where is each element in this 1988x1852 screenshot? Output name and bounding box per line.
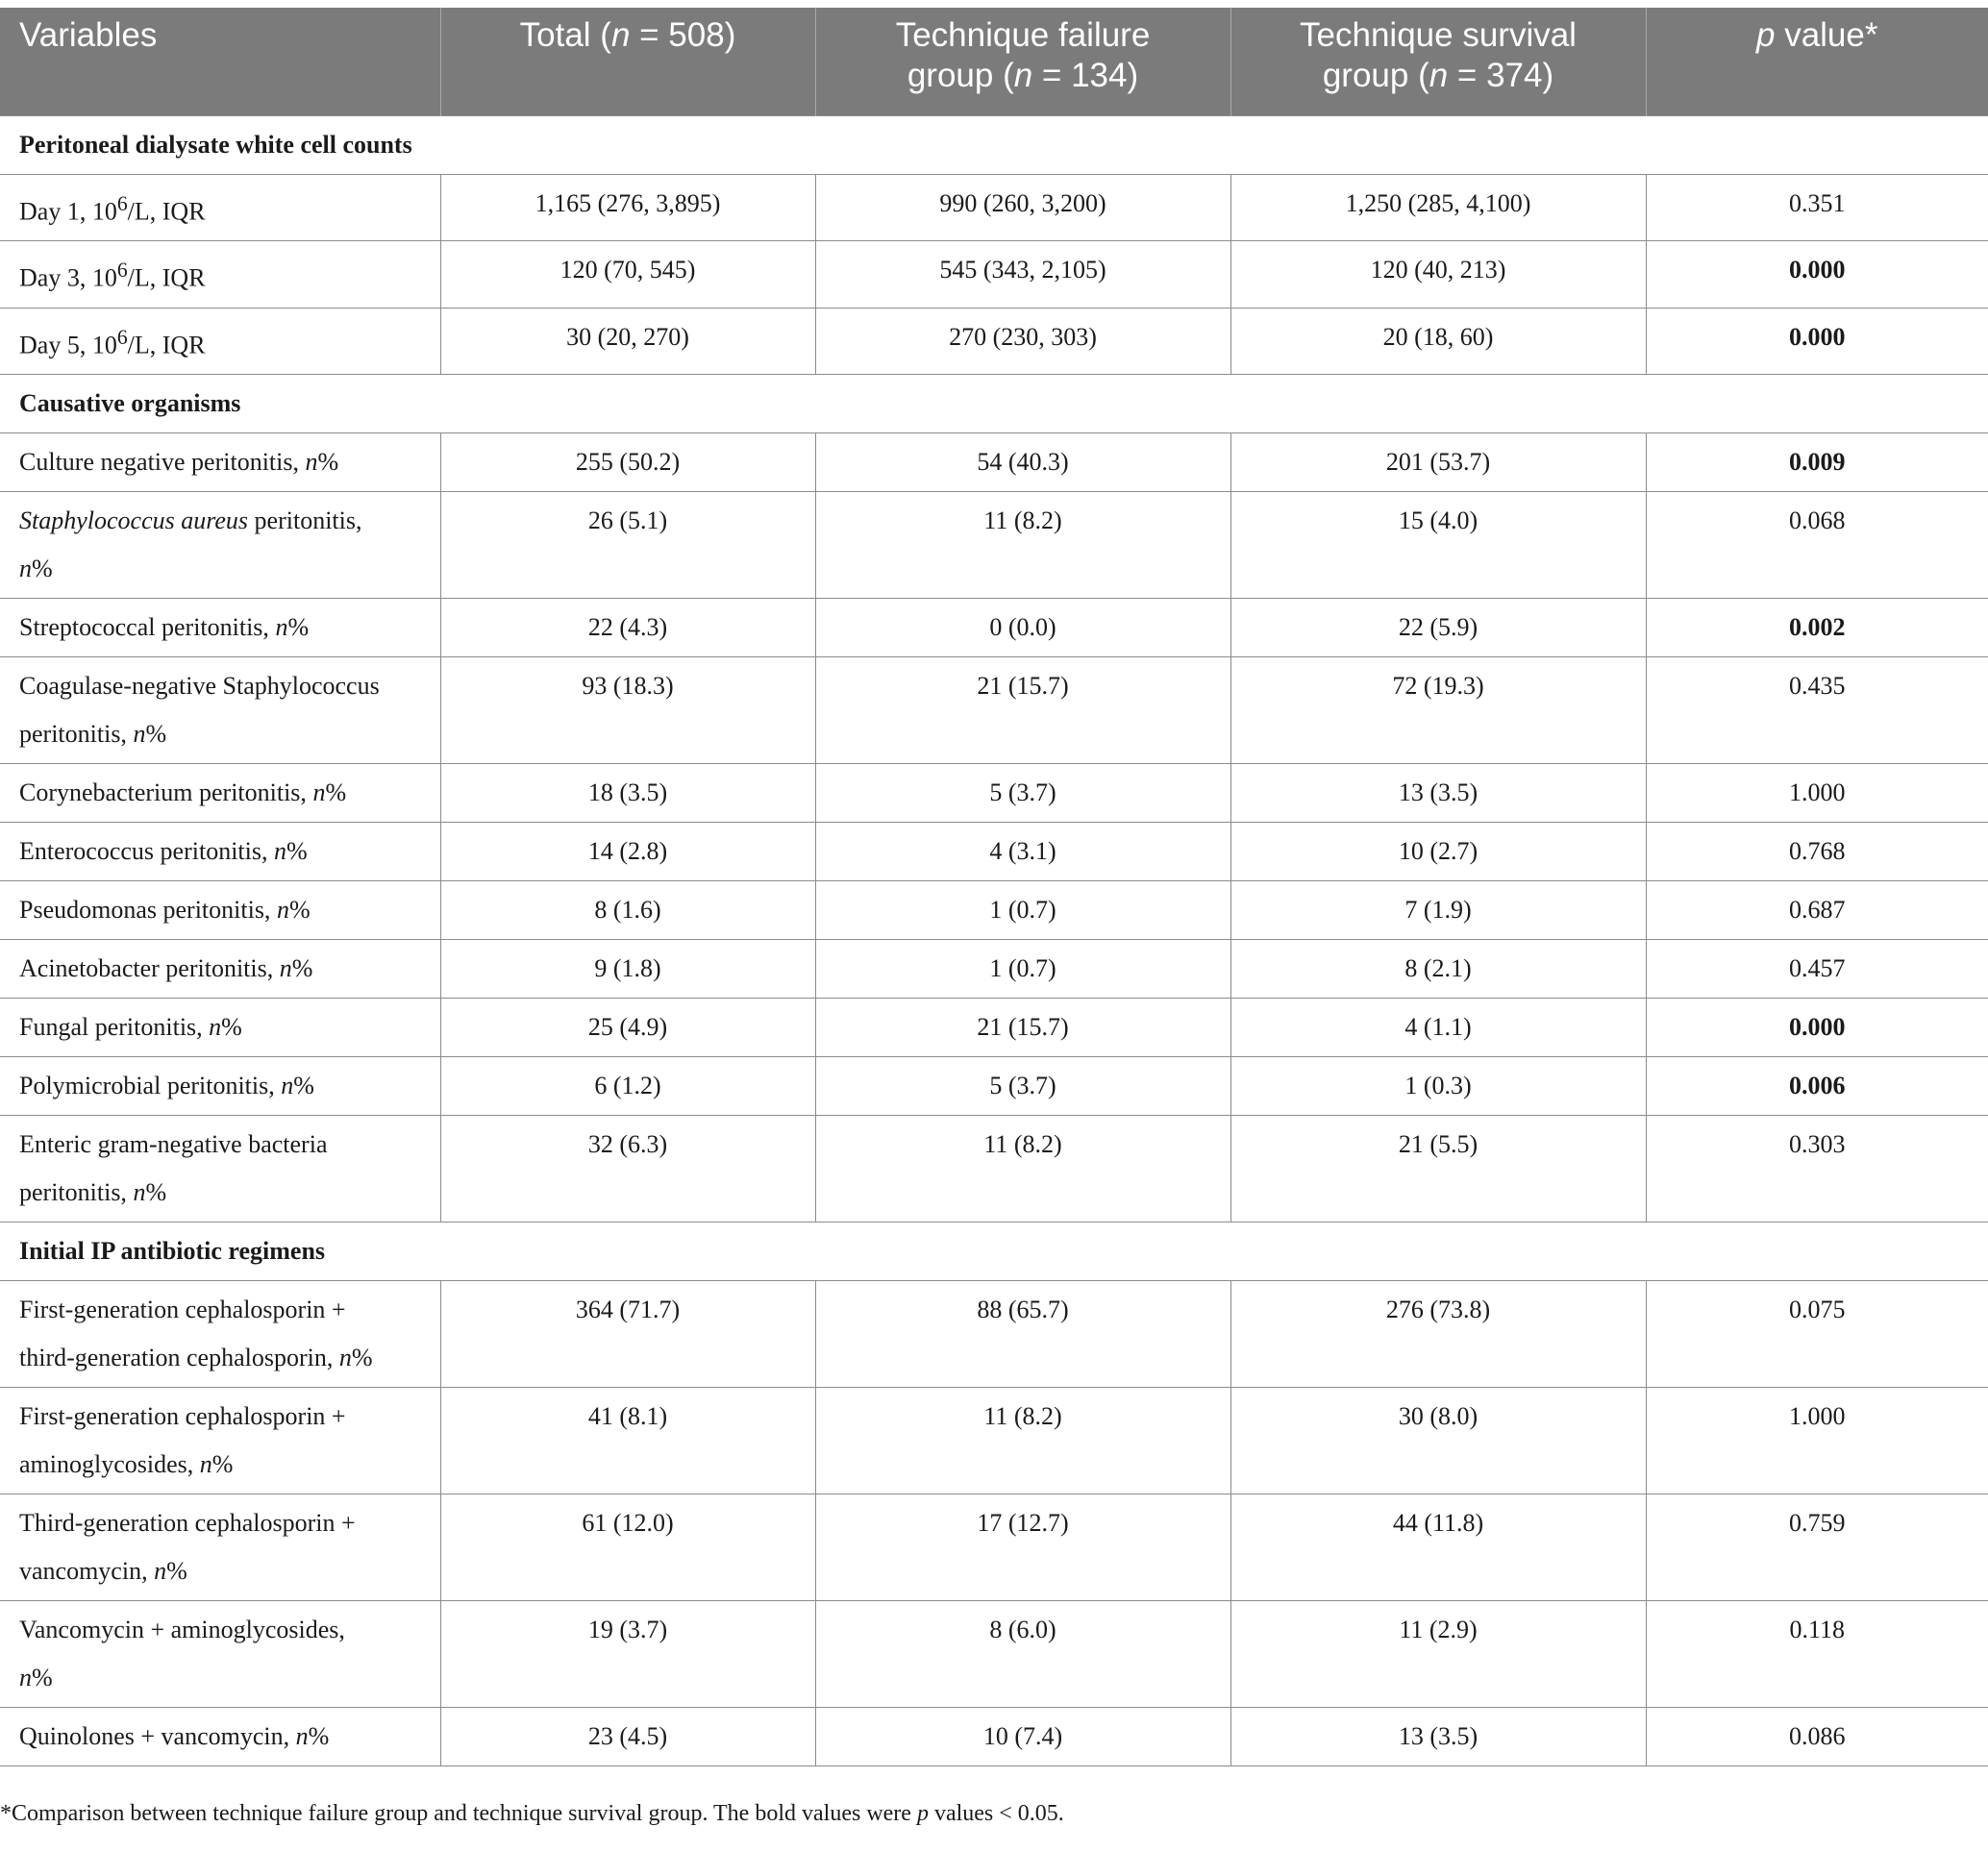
- variable-cell: [0, 241, 440, 309]
- section-title: [0, 375, 1988, 433]
- survival-group-cell: [1230, 1057, 1646, 1116]
- total-cell: [440, 241, 815, 309]
- table-row: [0, 1116, 1988, 1222]
- header-technique-survival: Technique survival group (n = 374): [1230, 8, 1646, 115]
- p-value-cell: [1646, 174, 1988, 241]
- survival-group-cell-value: 1,250 (285, 4,100): [1345, 188, 1531, 217]
- survival-group-cell: [1230, 657, 1646, 764]
- p-value-cell: [1646, 1388, 1988, 1494]
- survival-group-cell-value: 120 (40, 213): [1370, 256, 1506, 284]
- p-value: 0.068: [1789, 506, 1846, 535]
- failure-group-cell: [815, 1116, 1230, 1222]
- survival-group-cell-value: 276 (73.8): [1385, 1296, 1491, 1324]
- failure-group-cell-value: 11 (8.2): [983, 506, 1062, 535]
- table-row: [0, 241, 1988, 309]
- failure-group-cell: [815, 823, 1230, 881]
- failure-group-cell-value: 11 (8.2): [983, 1130, 1062, 1159]
- variable-label-suffix: /L, IQR: [127, 331, 206, 359]
- header-row: [0, 8, 1988, 115]
- p-value-cell: [1646, 823, 1988, 881]
- total-cell: [440, 492, 815, 599]
- variable-label-suffix: %: [32, 555, 53, 583]
- variable-cell: [0, 1057, 440, 1116]
- table-row: [0, 1601, 1988, 1708]
- failure-group-cell-value: 0 (0.0): [989, 613, 1056, 642]
- failure-group-cell: [815, 1281, 1230, 1388]
- survival-group-cell-value: 13 (3.5): [1398, 1722, 1479, 1751]
- variable-label-suffix: %: [287, 613, 310, 642]
- p-value-cell: [1646, 241, 1988, 309]
- total-cell-value: 14 (2.8): [587, 837, 668, 866]
- variable-label-italic: Staphylococcus aureus: [19, 506, 249, 535]
- italic-n: n: [276, 896, 289, 925]
- total-cell-value: 32 (6.3): [587, 1130, 668, 1159]
- failure-group-cell: [815, 1057, 1230, 1116]
- variable-cell: [0, 492, 440, 599]
- failure-group-cell-value: 4 (3.1): [989, 837, 1056, 866]
- failure-group-cell: [815, 1494, 1230, 1601]
- p-value: 0.075: [1789, 1296, 1846, 1324]
- variable-cell: [0, 657, 440, 764]
- italic-n: n: [275, 613, 288, 642]
- failure-group-cell: [815, 999, 1230, 1057]
- p-value-cell: [1646, 1057, 1988, 1116]
- variable-label-suffix: %: [351, 1344, 373, 1372]
- variable-label-suffix: %: [317, 448, 339, 477]
- survival-group-cell: [1230, 599, 1646, 657]
- survival-group-cell: [1230, 764, 1646, 823]
- variable-label: Third-generation cephalosporin +: [19, 1509, 356, 1538]
- failure-group-cell: [815, 1388, 1230, 1494]
- survival-group-cell-value: 72 (19.3): [1392, 672, 1484, 701]
- table-row: [0, 999, 1988, 1057]
- total-cell-value: 26 (5.1): [587, 506, 668, 535]
- failure-group-cell: [815, 599, 1230, 657]
- table-row: [0, 308, 1988, 375]
- table-row: [0, 1494, 1988, 1601]
- table-row: [0, 599, 1988, 657]
- failure-group-cell: [815, 433, 1230, 492]
- survival-group-cell: [1230, 1601, 1646, 1708]
- variable-label-suffix: %: [145, 1178, 167, 1207]
- survival-group-cell: [1230, 1494, 1646, 1601]
- italic-n: n: [279, 954, 292, 983]
- variable-label: Acinetobacter peritonitis,: [19, 954, 280, 983]
- variable-cell: [0, 1281, 440, 1388]
- italic-n: n: [154, 1557, 167, 1586]
- total-cell-value: 8 (1.6): [594, 896, 661, 925]
- italic-n: n: [199, 1450, 212, 1479]
- failure-group-cell-value: 270 (230, 303): [949, 322, 1097, 351]
- survival-group-cell: [1230, 1116, 1646, 1222]
- survival-group-cell-value: 1 (0.3): [1404, 1072, 1472, 1100]
- total-cell: [440, 764, 815, 823]
- failure-group-cell: [815, 1708, 1230, 1766]
- italic-n: n: [209, 1013, 222, 1042]
- table-row: [0, 823, 1988, 881]
- p-value-cell: [1646, 599, 1988, 657]
- failure-group-cell-value: 21 (15.7): [977, 1013, 1069, 1042]
- superscript: 6: [116, 259, 128, 283]
- table-row: [0, 881, 1988, 940]
- p-value: 0.303: [1789, 1130, 1846, 1159]
- superscript: 6: [116, 191, 128, 215]
- superscript: 6: [116, 325, 128, 349]
- variable-cell: [0, 881, 440, 940]
- p-value-cell: [1646, 1708, 1988, 1766]
- italic-n: n: [19, 555, 32, 583]
- p-value: 0.768: [1789, 837, 1846, 866]
- table-row: [0, 940, 1988, 999]
- italic-n: n: [338, 1344, 352, 1372]
- survival-group-cell-value: 15 (4.0): [1398, 506, 1479, 535]
- failure-group-cell: [815, 492, 1230, 599]
- header-variables: Variables: [0, 8, 440, 115]
- variable-cell: [0, 940, 440, 999]
- table-row: [0, 174, 1988, 241]
- failure-group-cell-value: 545 (343, 2,105): [939, 256, 1106, 284]
- survival-group-cell-value: 44 (11.8): [1392, 1509, 1484, 1538]
- table-row: [0, 433, 1988, 492]
- total-cell-value: 1,165 (276, 3,895): [534, 188, 721, 217]
- failure-group-cell-value: 54 (40.3): [977, 448, 1069, 477]
- total-cell: [440, 940, 815, 999]
- variable-label: Fungal peritonitis,: [19, 1013, 210, 1042]
- total-cell-value: 22 (4.3): [587, 613, 668, 642]
- total-cell: [440, 1601, 815, 1708]
- failure-group-cell-value: 88 (65.7): [977, 1296, 1069, 1324]
- total-cell: [440, 308, 815, 375]
- total-cell: [440, 1708, 815, 1766]
- total-cell-value: 6 (1.2): [594, 1072, 661, 1100]
- header-technique-failure: Technique failure group (n = 134): [815, 8, 1230, 115]
- variable-cell: [0, 599, 440, 657]
- variable-label: Day 5, 10: [19, 331, 117, 359]
- total-cell-value: 18 (3.5): [587, 778, 668, 807]
- p-value-cell: [1646, 308, 1988, 375]
- variable-label: Day 1, 10: [19, 197, 117, 226]
- total-cell-value: 93 (18.3): [582, 672, 674, 701]
- p-value: 0.435: [1789, 672, 1846, 701]
- failure-group-cell: [815, 174, 1230, 241]
- failure-group-cell: [815, 940, 1230, 999]
- survival-group-cell: [1230, 881, 1646, 940]
- table-row: [0, 1281, 1988, 1388]
- variable-label: First-generation cephalosporin +: [19, 1296, 346, 1324]
- failure-group-cell: [815, 308, 1230, 375]
- total-cell-value: 30 (20, 270): [566, 322, 689, 351]
- total-cell: [440, 1281, 815, 1388]
- variable-label-suffix: %: [32, 1664, 53, 1692]
- total-cell-value: 120 (70, 545): [559, 256, 696, 284]
- variable-label: Culture negative peritonitis,: [19, 448, 306, 477]
- p-value-cell: [1646, 940, 1988, 999]
- italic-n: n: [295, 1722, 309, 1751]
- italic-n: n: [281, 1072, 294, 1100]
- variable-cell: [0, 1116, 440, 1222]
- p-value: 0.457: [1789, 954, 1846, 983]
- table-row: [0, 657, 1988, 764]
- failure-group-cell-value: 990 (260, 3,200): [939, 188, 1106, 217]
- results-table: [0, 8, 1988, 1766]
- total-cell: [440, 1057, 815, 1116]
- survival-group-cell-value: 10 (2.7): [1398, 837, 1479, 866]
- italic-n: n: [133, 720, 146, 749]
- failure-group-cell: [815, 881, 1230, 940]
- variable-cell: [0, 1388, 440, 1494]
- section-row: [0, 375, 1988, 433]
- italic-n: n: [19, 1664, 32, 1692]
- p-value: 0.351: [1789, 188, 1846, 217]
- survival-group-cell: [1230, 1708, 1646, 1766]
- total-cell: [440, 881, 815, 940]
- variable-cell: [0, 174, 440, 241]
- variable-label-suffix: %: [308, 1722, 330, 1751]
- total-cell: [440, 1494, 815, 1601]
- p-value: 1.000: [1789, 778, 1846, 807]
- survival-group-cell-value: 11 (2.9): [1399, 1616, 1478, 1644]
- p-value-cell: [1646, 433, 1988, 492]
- variable-label: Corynebacterium peritonitis,: [19, 778, 313, 807]
- failure-group-cell: [815, 657, 1230, 764]
- failure-group-cell: [815, 764, 1230, 823]
- italic-n: n: [305, 448, 318, 477]
- variable-cell: [0, 823, 440, 881]
- variable-cell: [0, 433, 440, 492]
- italic-n: n: [312, 778, 326, 807]
- variable-label: Enteric gram-negative bacteria: [19, 1130, 328, 1159]
- p-value-cell: [1646, 1116, 1988, 1222]
- failure-group-cell-value: 5 (3.7): [989, 778, 1056, 807]
- italic-n: n: [273, 837, 286, 866]
- variable-label: Coagulase-negative Staphylococcus: [19, 672, 380, 701]
- variable-label: Pseudomonas peritonitis,: [19, 896, 277, 925]
- total-cell: [440, 1388, 815, 1494]
- variable-label-suffix: /L, IQR: [127, 263, 206, 292]
- variable-label: Vancomycin + aminoglycosides,: [19, 1616, 345, 1644]
- survival-group-cell-value: 8 (2.1): [1404, 954, 1472, 983]
- variable-cell: [0, 308, 440, 375]
- variable-label: Day 3, 10: [19, 263, 117, 292]
- section-title-text: Peritoneal dialysate white cell counts: [19, 130, 412, 159]
- header-total: Total (n = 508): [440, 8, 815, 115]
- total-cell-value: 61 (12.0): [582, 1509, 674, 1538]
- section-row: [0, 115, 1988, 174]
- survival-group-cell-value: 22 (5.9): [1398, 613, 1479, 642]
- failure-group-cell: [815, 241, 1230, 309]
- variable-label: Quinolones + vancomycin,: [19, 1722, 296, 1751]
- survival-group-cell-value: 4 (1.1): [1404, 1013, 1472, 1042]
- variable-label: Streptococcal peritonitis,: [19, 613, 276, 642]
- variable-label: First-generation cephalosporin +: [19, 1402, 346, 1431]
- total-cell-value: 41 (8.1): [587, 1402, 668, 1431]
- failure-group-cell-value: 5 (3.7): [989, 1072, 1056, 1100]
- variable-cell: [0, 1601, 440, 1708]
- variable-label-suffix: %: [293, 1072, 314, 1100]
- variable-label: Polymicrobial peritonitis,: [19, 1072, 282, 1100]
- total-cell: [440, 823, 815, 881]
- variable-label-suffix: %: [221, 1013, 242, 1042]
- failure-group-cell-value: 10 (7.4): [982, 1722, 1063, 1751]
- total-cell-value: 364 (71.7): [575, 1296, 681, 1324]
- failure-group-cell-value: 17 (12.7): [977, 1509, 1069, 1538]
- survival-group-cell: [1230, 823, 1646, 881]
- variable-label-line2: peritonitis,: [19, 1178, 134, 1207]
- total-cell: [440, 433, 815, 492]
- total-cell: [440, 599, 815, 657]
- failure-group-cell-value: 8 (6.0): [989, 1616, 1056, 1644]
- header-p-value: p value*: [1646, 8, 1988, 115]
- table-body: [0, 115, 1988, 1766]
- variable-cell: [0, 1494, 440, 1601]
- survival-group-cell: [1230, 492, 1646, 599]
- table-row: [0, 764, 1988, 823]
- total-cell: [440, 999, 815, 1057]
- survival-group-cell: [1230, 433, 1646, 492]
- footnote: *Comparison between technique failure group and technique survival group. The bold values were p values < 0.05.: [0, 1801, 1064, 1826]
- section-title-text: Initial IP antibiotic regimens: [19, 1237, 326, 1266]
- survival-group-cell-value: 7 (1.9): [1404, 896, 1472, 925]
- total-cell-value: 19 (3.7): [587, 1616, 668, 1644]
- section-row: [0, 1222, 1988, 1281]
- survival-group-cell: [1230, 174, 1646, 241]
- section-title-text: Causative organisms: [19, 389, 241, 418]
- p-value: 0.687: [1789, 896, 1846, 925]
- survival-group-cell-value: 21 (5.5): [1398, 1130, 1479, 1159]
- survival-group-cell: [1230, 940, 1646, 999]
- variable-label-suffix: %: [166, 1557, 187, 1586]
- p-value: 0.006: [1789, 1072, 1846, 1100]
- survival-group-cell: [1230, 1388, 1646, 1494]
- variable-label-suffix: %: [211, 1450, 234, 1479]
- total-cell: [440, 1116, 815, 1222]
- survival-group-cell-value: 201 (53.7): [1385, 448, 1491, 477]
- survival-group-cell: [1230, 308, 1646, 375]
- variable-label-suffix: %: [291, 954, 313, 983]
- p-value: 0.759: [1789, 1509, 1846, 1538]
- survival-group-cell-value: 13 (3.5): [1398, 778, 1479, 807]
- p-value: 0.118: [1789, 1616, 1846, 1644]
- p-value-cell: [1646, 764, 1988, 823]
- variable-label-suffix: %: [325, 778, 347, 807]
- p-value: 0.086: [1789, 1722, 1846, 1751]
- p-value: 0.000: [1789, 256, 1846, 284]
- italic-n: n: [133, 1178, 146, 1207]
- failure-group-cell: [815, 1601, 1230, 1708]
- p-value: 1.000: [1789, 1402, 1846, 1431]
- variable-label-line2: vancomycin,: [19, 1557, 155, 1586]
- total-cell-value: 9 (1.8): [594, 954, 661, 983]
- table-row: [0, 492, 1988, 599]
- p-value: 0.000: [1789, 1013, 1846, 1042]
- table-row: [0, 1708, 1988, 1766]
- survival-group-cell: [1230, 1281, 1646, 1388]
- section-title: [0, 1222, 1988, 1281]
- survival-group-cell-value: 30 (8.0): [1398, 1402, 1479, 1431]
- failure-group-cell-value: 1 (0.7): [989, 954, 1056, 983]
- variable-cell: [0, 999, 440, 1057]
- failure-group-cell-value: 11 (8.2): [983, 1402, 1062, 1431]
- total-cell-value: 25 (4.9): [587, 1013, 668, 1042]
- total-cell: [440, 174, 815, 241]
- variable-label-line2: third-generation cephalosporin,: [19, 1344, 339, 1372]
- p-value-cell: [1646, 881, 1988, 940]
- failure-group-cell-value: 1 (0.7): [989, 896, 1056, 925]
- p-value-cell: [1646, 492, 1988, 599]
- p-value: 0.009: [1789, 448, 1846, 477]
- variable-cell: [0, 1708, 440, 1766]
- survival-group-cell-value: 20 (18, 60): [1382, 322, 1494, 351]
- table-row: [0, 1388, 1988, 1494]
- p-value-cell: [1646, 657, 1988, 764]
- survival-group-cell: [1230, 999, 1646, 1057]
- variable-label-suffix: %: [288, 896, 311, 925]
- variable-label-line2: peritonitis,: [19, 720, 134, 749]
- variable-label-line2: aminoglycosides,: [19, 1450, 200, 1479]
- p-value-cell: [1646, 1601, 1988, 1708]
- total-cell: [440, 657, 815, 764]
- section-title: [0, 115, 1988, 174]
- total-cell-value: 255 (50.2): [575, 448, 681, 477]
- variable-label: Enterococcus peritonitis,: [19, 837, 274, 866]
- p-value-cell: [1646, 999, 1988, 1057]
- variable-label-suffix: /L, IQR: [127, 197, 206, 226]
- survival-group-cell: [1230, 241, 1646, 309]
- p-value: 0.002: [1789, 613, 1846, 642]
- variable-label: peritonitis,: [248, 506, 362, 535]
- variable-cell: [0, 764, 440, 823]
- p-value-cell: [1646, 1494, 1988, 1601]
- table-row: [0, 1057, 1988, 1116]
- total-cell-value: 23 (4.5): [587, 1722, 668, 1751]
- p-value: 0.000: [1789, 322, 1846, 351]
- p-value-cell: [1646, 1281, 1988, 1388]
- variable-label-suffix: %: [145, 720, 167, 749]
- failure-group-cell-value: 21 (15.7): [977, 672, 1069, 701]
- variable-label-suffix: %: [286, 837, 308, 866]
